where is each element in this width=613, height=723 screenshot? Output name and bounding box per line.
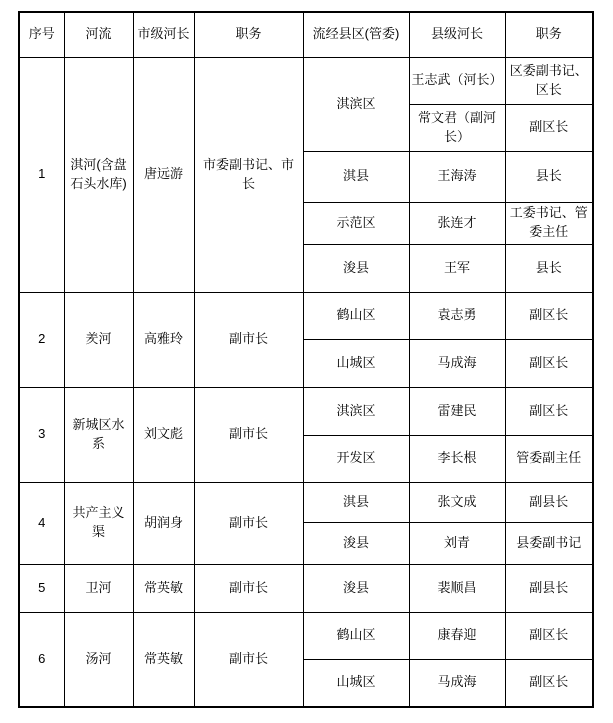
cell-county-chief: 袁志勇: [409, 292, 505, 339]
cell-district: 淇县: [303, 482, 409, 522]
cell-county-chief: 裴顺昌: [409, 564, 505, 612]
cell-county-chief: 康春迎: [409, 612, 505, 659]
cell-district: 鹤山区: [303, 612, 409, 659]
table-row: [19, 564, 593, 612]
cell-district: 开发区: [303, 435, 409, 482]
col-header-district: 流经县区(管委): [303, 12, 409, 57]
cell-county-title: 县长: [505, 151, 593, 202]
cell-seq: 3: [19, 387, 64, 482]
cell-river: 汤河: [64, 612, 133, 707]
cell-county-title: 县委副书记: [505, 522, 593, 564]
table-row: [19, 387, 593, 435]
table-body: [19, 57, 593, 707]
cell-county-title: 副区长: [505, 339, 593, 387]
cell-district: 浚县: [303, 244, 409, 292]
cell-county-chief: 刘青: [409, 522, 505, 564]
cell-city-title: 副市长: [194, 612, 303, 707]
cell-district: 淇滨区: [303, 57, 409, 151]
cell-river: 新城区水系: [64, 387, 133, 482]
cell-county-chief: 王军: [409, 244, 505, 292]
cell-city-chief: 唐远游: [133, 57, 194, 292]
cell-county-chief: 张连才: [409, 202, 505, 244]
cell-seq: 6: [19, 612, 64, 707]
cell-county-chief: 马成海: [409, 339, 505, 387]
cell-district: 浚县: [303, 522, 409, 564]
cell-county-title: 副区长: [505, 612, 593, 659]
col-header-city-title: 职务: [194, 12, 303, 57]
cell-county-title: 副县长: [505, 564, 593, 612]
table-row: [19, 292, 593, 339]
table-row: [19, 57, 593, 104]
cell-county-title: 区委副书记、区长: [505, 57, 593, 104]
cell-city-chief: 刘文彪: [133, 387, 194, 482]
cell-seq: 5: [19, 564, 64, 612]
cell-seq: 4: [19, 482, 64, 564]
cell-city-chief: 胡润身: [133, 482, 194, 564]
cell-county-chief: 雷建民: [409, 387, 505, 435]
cell-seq: 2: [19, 292, 64, 387]
cell-city-title: 市委副书记、市长: [194, 57, 303, 292]
col-header-county-chief: 县级河长: [409, 12, 505, 57]
cell-district: 示范区: [303, 202, 409, 244]
cell-county-title: 副区长: [505, 104, 593, 151]
cell-county-title: 副区长: [505, 659, 593, 707]
cell-river: 卫河: [64, 564, 133, 612]
cell-county-title: 副区长: [505, 387, 593, 435]
cell-city-title: 副市长: [194, 387, 303, 482]
cell-county-chief: 常文君（副河长）: [409, 104, 505, 151]
cell-county-chief: 王海涛: [409, 151, 505, 202]
cell-city-chief: 常英敏: [133, 564, 194, 612]
col-header-city-chief: 市级河长: [133, 12, 194, 57]
table-row: [19, 612, 593, 659]
table-header: [19, 12, 593, 57]
table-row: [19, 482, 593, 522]
col-header-seq: 序号: [19, 12, 64, 57]
cell-county-title: 管委副主任: [505, 435, 593, 482]
cell-district: 淇县: [303, 151, 409, 202]
cell-seq: 1: [19, 57, 64, 292]
cell-city-chief: 高雅玲: [133, 292, 194, 387]
col-header-river: 河流: [64, 12, 133, 57]
cell-county-title: 工委书记、管委主任: [505, 202, 593, 244]
cell-city-title: 副市长: [194, 564, 303, 612]
cell-county-chief: 张文成: [409, 482, 505, 522]
header-row: [19, 12, 593, 57]
cell-county-chief: 马成海: [409, 659, 505, 707]
cell-river: 共产主义渠: [64, 482, 133, 564]
river-chiefs-table: [18, 11, 594, 708]
cell-river: 淇河(含盘石头水库): [64, 57, 133, 292]
cell-district: 山城区: [303, 339, 409, 387]
cell-city-title: 副市长: [194, 482, 303, 564]
cell-district: 淇滨区: [303, 387, 409, 435]
cell-river: 羑河: [64, 292, 133, 387]
cell-county-title: 县长: [505, 244, 593, 292]
cell-city-chief: 常英敏: [133, 612, 194, 707]
cell-district: 山城区: [303, 659, 409, 707]
cell-county-title: 副县长: [505, 482, 593, 522]
cell-city-title: 副市长: [194, 292, 303, 387]
cell-district: 浚县: [303, 564, 409, 612]
cell-county-chief: 王志武（河长）: [409, 57, 505, 104]
cell-county-chief: 李长根: [409, 435, 505, 482]
col-header-county-title: 职务: [505, 12, 593, 57]
cell-district: 鹤山区: [303, 292, 409, 339]
cell-county-title: 副区长: [505, 292, 593, 339]
